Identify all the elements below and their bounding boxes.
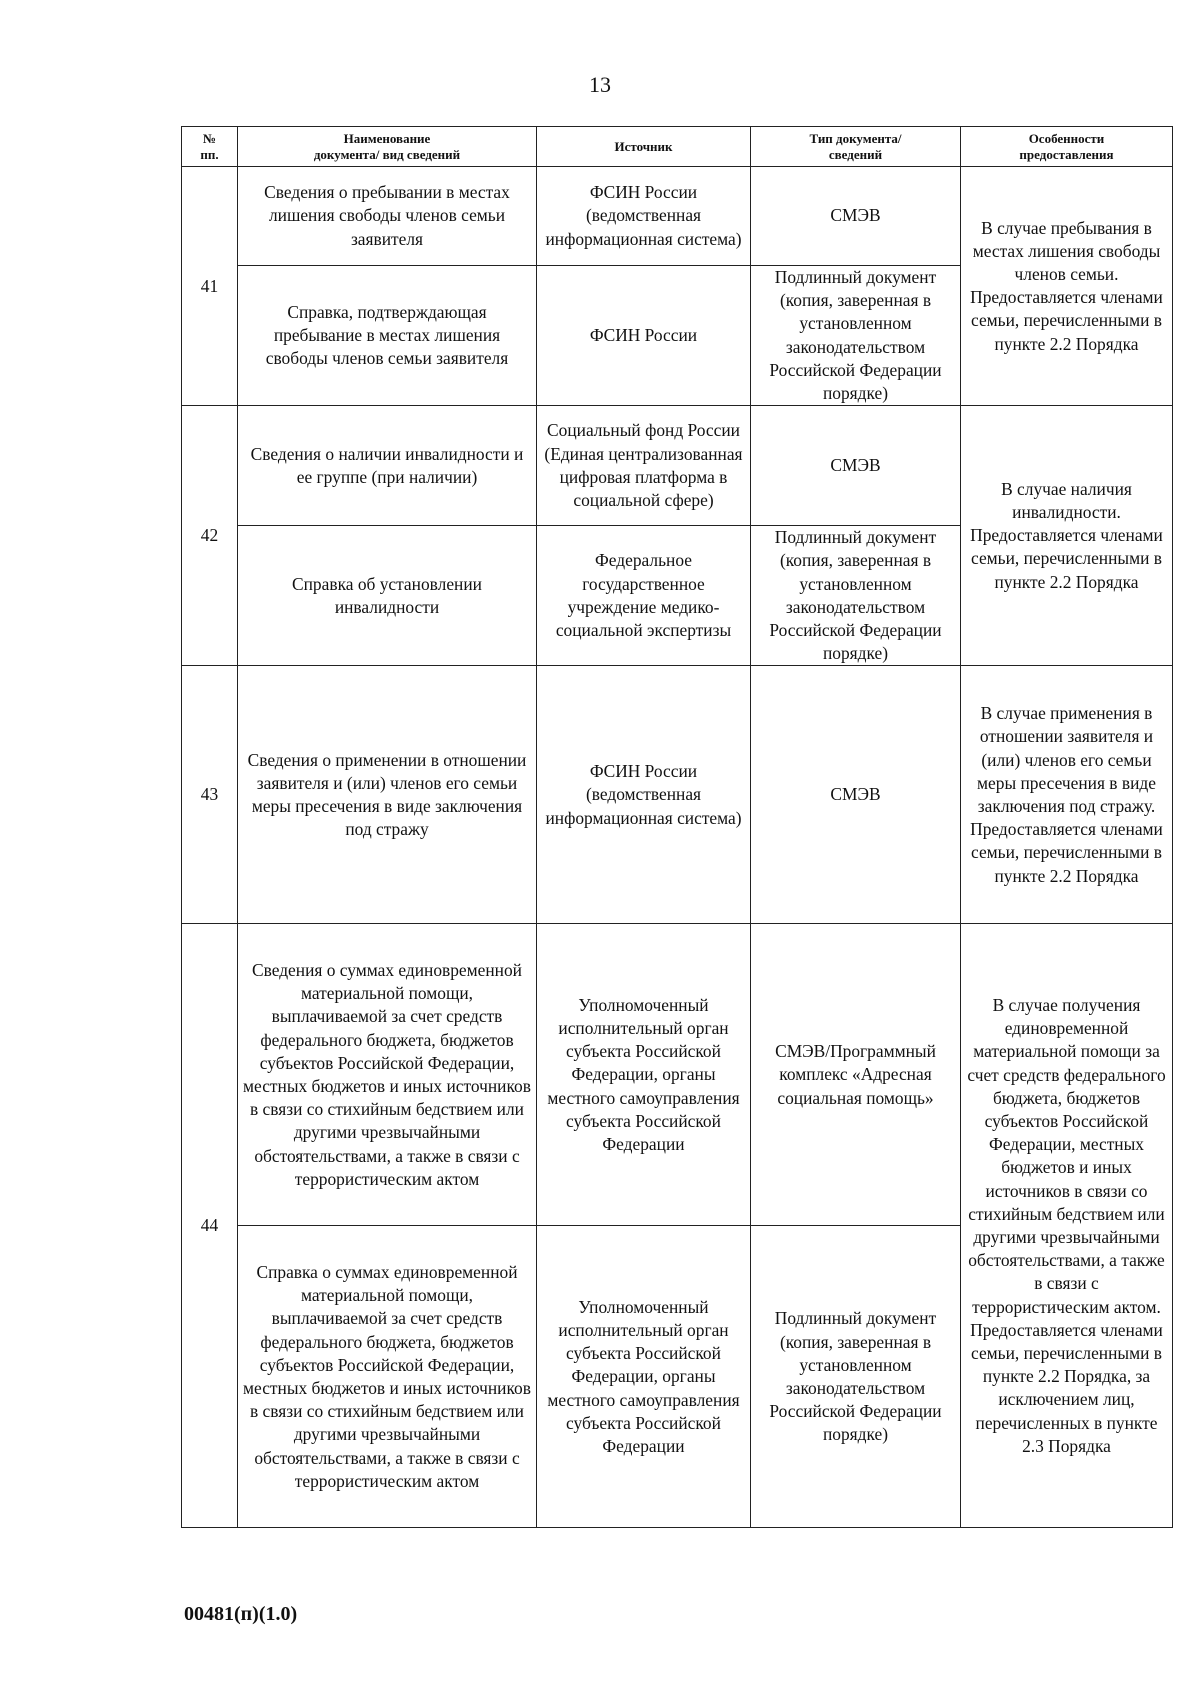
document-source: ФСИН России (ведомственная информационная система) xyxy=(537,167,751,266)
provision-notes: В случае получения единовременной материальной помощи за счет средств федерального бюджета, бюджетов субъектов Российской Федерации, местных бюджетов и иных источников в связи со стихийным бедствием или другими чрезвычайными обстоятельствами, а также в связи с террористическим актом. Предоставляется членами семьи, перечисленными в пункте 2.2 Порядка, за исключением лиц, перечисленных в пункте 2.3 Порядка xyxy=(961,924,1173,1528)
header-source: Источник xyxy=(537,127,751,167)
document-name: Сведения о суммах единовременной материальной помощи, выплачиваемой за счет средств федерального бюджета, бюджетов субъектов Российской Федерации, местных бюджетов и иных источников в связи со стихийным бедствием или другими чрезвычайными обстоятельствами, а также в связи с террористическим актом xyxy=(238,924,537,1226)
document-source: ФСИН России (ведомственная информационная система) xyxy=(537,666,751,924)
provision-notes: В случае пребывания в местах лишения свободы членов семьи. Предоставляется членами семьи, перечисленными в пункте 2.2 Порядка xyxy=(961,167,1173,406)
document-source: Социальный фонд России (Единая централизованная цифровая платформа в социальной сфере) xyxy=(537,406,751,526)
document-type: СМЭВ xyxy=(751,406,961,526)
header-notes: Особенности предоставления xyxy=(961,127,1173,167)
document-name: Сведения о наличии инвалидности и ее группе (при наличии) xyxy=(238,406,537,526)
row-number: 42 xyxy=(182,406,238,666)
row-number: 43 xyxy=(182,666,238,924)
page-number: 13 xyxy=(589,72,611,97)
document-name: Справка об установлении инвалидности xyxy=(238,526,537,666)
header-type: Тип документа/ сведений xyxy=(751,127,961,167)
document-name: Сведения о применении в отношении заявителя и (или) членов его семьи меры пресечения в виде заключения под стражу xyxy=(238,666,537,924)
document-type: СМЭВ xyxy=(751,167,961,266)
table-row xyxy=(182,167,1173,266)
document-type: Подлинный документ (копия, заверенная в установленном законодательством Российской Федерации порядке) xyxy=(751,526,961,666)
documents-table xyxy=(181,126,1173,1528)
document-source: Уполномоченный исполнительный орган субъекта Российской Федерации, органы местного самоуправления субъекта Российской Федерации xyxy=(537,924,751,1226)
header-num: № пп. xyxy=(182,127,238,167)
document-type: Подлинный документ (копия, заверенная в установленном законодательством Российской Федерации порядке) xyxy=(751,1226,961,1528)
header-name: Наименование документа/ вид сведений xyxy=(238,127,537,167)
row-number: 44 xyxy=(182,924,238,1528)
document-type: Подлинный документ (копия, заверенная в установленном законодательством Российской Федерации порядке) xyxy=(751,266,961,406)
provision-notes: В случае применения в отношении заявителя и (или) членов его семьи меры пресечения в виде заключения под стражу. Предоставляется членами семьи, перечисленными в пункте 2.2 Порядка xyxy=(961,666,1173,924)
document-source: ФСИН России xyxy=(537,266,751,406)
provision-notes: В случае наличия инвалидности. Предоставляется членами семьи, перечисленными в пункте 2.2 Порядка xyxy=(961,406,1173,666)
document-code: 00481(п)(1.0) xyxy=(184,1603,298,1625)
document-source: Федеральное государственное учреждение медико-социальной экспертизы xyxy=(537,526,751,666)
document-name: Сведения о пребывании в местах лишения свободы членов семьи заявителя xyxy=(238,167,537,266)
document-name: Справка, подтверждающая пребывание в местах лишения свободы членов семьи заявителя xyxy=(238,266,537,406)
document-source: Уполномоченный исполнительный орган субъекта Российской Федерации, органы местного самоуправления субъекта Российской Федерации xyxy=(537,1226,751,1528)
document-type: СМЭВ xyxy=(751,666,961,924)
table-row xyxy=(182,406,1173,526)
document-name: Справка о суммах единовременной материальной помощи, выплачиваемой за счет средств федерального бюджета, бюджетов субъектов Российской Федерации, местных бюджетов и иных источников в связи со стихийным бедствием или другими чрезвычайными обстоятельствами, а также в связи с террористическим актом xyxy=(238,1226,537,1528)
row-number: 41 xyxy=(182,167,238,406)
table-row xyxy=(182,924,1173,1226)
table-row xyxy=(182,666,1173,924)
document-type: СМЭВ/Программный комплекс «Адресная социальная помощь» xyxy=(751,924,961,1226)
header-row xyxy=(182,127,1173,167)
